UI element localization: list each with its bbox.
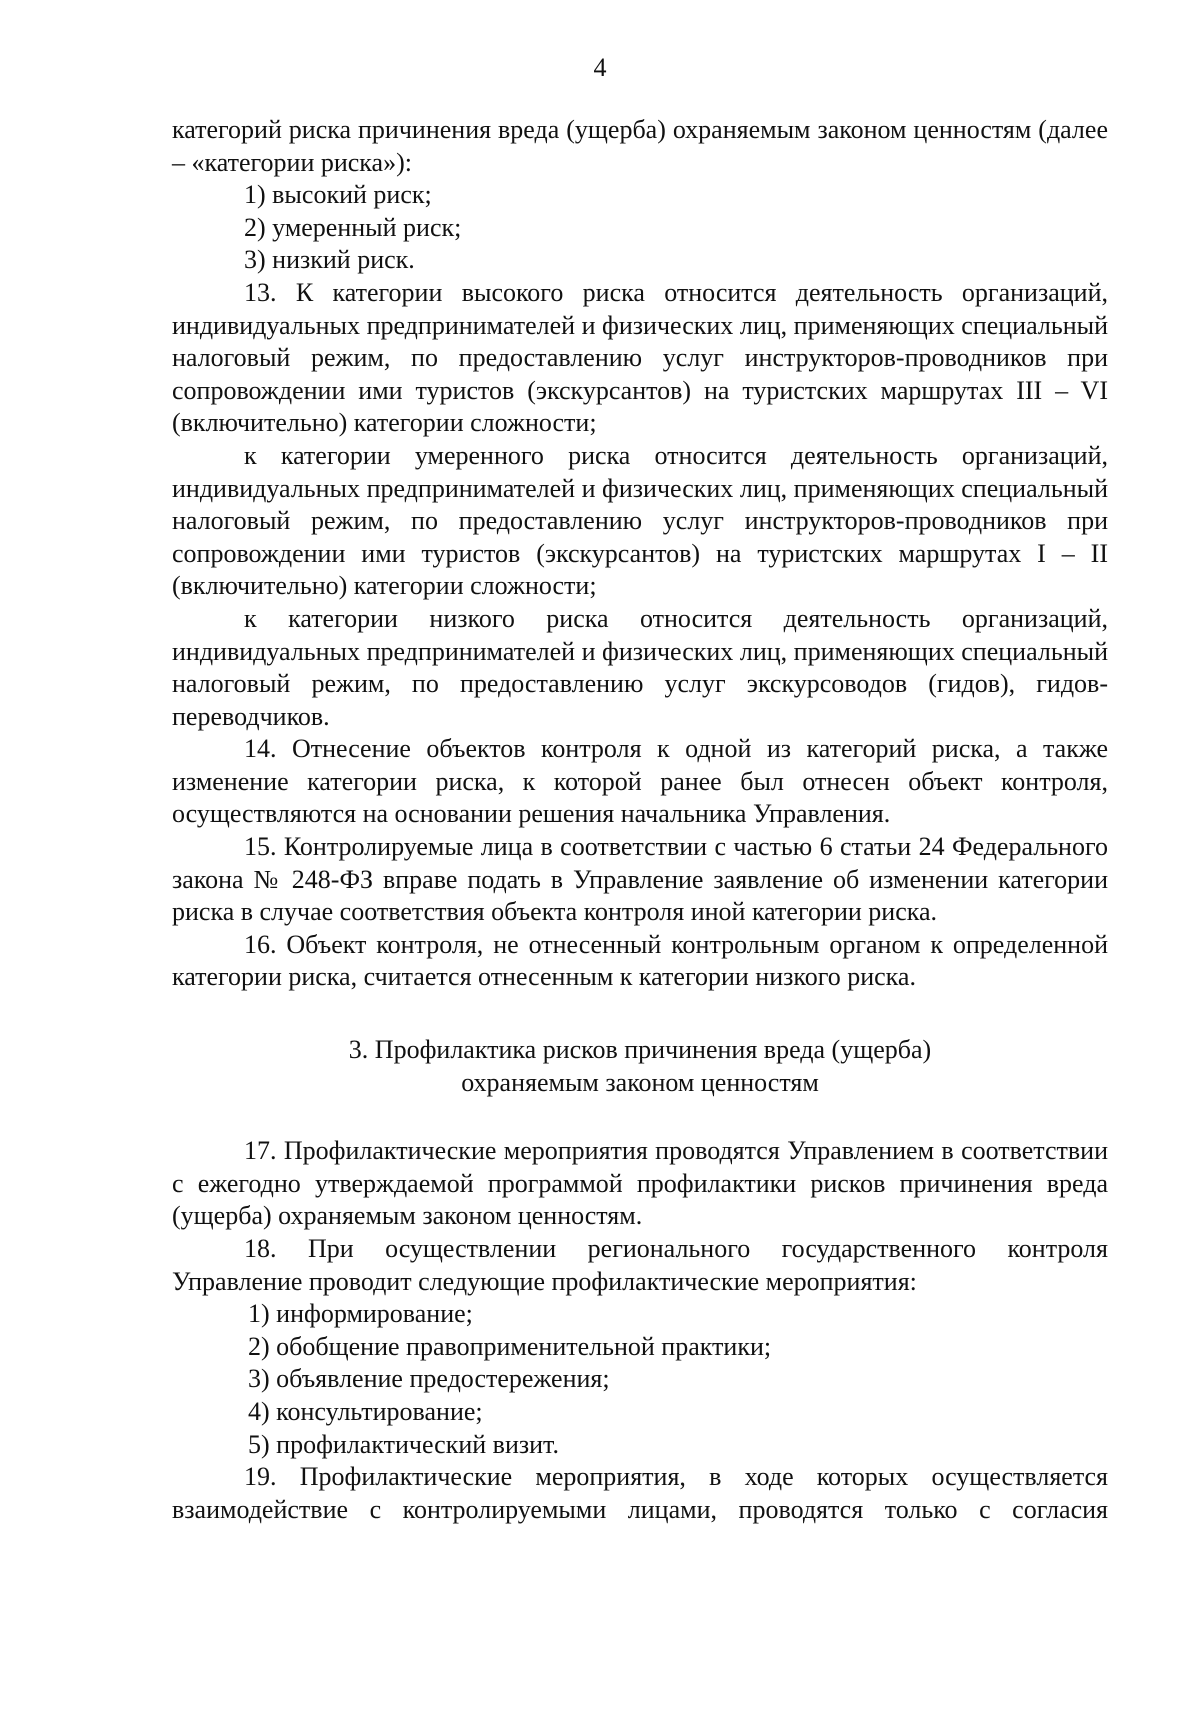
page-number: 4 (593, 53, 607, 82)
section-heading (172, 1034, 1108, 1099)
paragraph-17: 17. Профилактические мероприятия проводятся Управлением в соответствии с ежегодно утверждаемой программой профилактики рисков причинения вреда (ущерба) охраняемым законом ценностям. (172, 1136, 1108, 1231)
measure-item: 3) объявление предостережения; (248, 1364, 610, 1394)
paragraph-14: 14. Отнесение объектов контроля к одной из категорий риска, а также изменение категории риска, к которой ранее был отнесен объект контроля, осуществляются на основании решения начальника Управления. (172, 734, 1108, 829)
paragraph-16: 16. Объект контроля, не отнесенный контрольным органом к определенной категории риска, считается отнесенным к категории низкого риска. (172, 929, 1108, 992)
measure-item: 5) профилактический визит. (248, 1429, 559, 1459)
section-heading-line: охраняемым законом ценностям (461, 1067, 819, 1097)
paragraph-low-risk: к категории низкого риска относится деятельность организаций, индивидуальных предпринимателей и физических лиц, применяющих специальный налоговый режим, по предоставлению услуг экскурсоводов (гидов), гидов-переводчиков. (172, 603, 1108, 731)
paragraph-13: 13. К категории высокого риска относится деятельность организаций, индивидуальных предпринимателей и физических лиц, применяющих специальный налоговый режим, по предоставлению услуг инструкторов-проводников при сопровождении ими туристов (экскурсантов) на туристских маршрутах III – VI (включительно) категории сложности; (172, 277, 1108, 438)
measure-item: 2) обобщение правоприменительной практики; (248, 1331, 772, 1361)
measure-item: 1) информирование; (248, 1299, 473, 1329)
measure-item: 4) консультирование; (248, 1396, 483, 1426)
paragraph-18: 18. При осуществлении регионального государственного контроля Управление проводит следующие профилактические мероприятия: (172, 1234, 1108, 1296)
intro-paragraph: категорий риска причинения вреда (ущерба) охраняемым законом ценностям (далее – «категории риска»): (172, 115, 1108, 177)
section-heading-line: 3. Профилактика рисков причинения вреда (ущерба) (348, 1035, 932, 1065)
risk-category-item: 3) низкий риск. (244, 245, 415, 275)
paragraph-moderate-risk: к категории умеренного риска относится деятельность организаций, индивидуальных предпринимателей и физических лиц, применяющих специальный налоговый режим, по предоставлению услуг инструкторов-проводников при сопровождении ими туристов (экскурсантов) на туристских маршрутах I – II (включительно) категории сложности; (172, 440, 1108, 601)
risk-category-item: 1) высокий риск; (244, 180, 432, 210)
document-body (172, 114, 1108, 1526)
paragraph-19: 19. Профилактические мероприятия, в ходе которых осуществляется взаимодействие с контролируемыми лицами, проводятся только с согласия (172, 1462, 1108, 1524)
risk-category-item: 2) умеренный риск; (244, 212, 462, 242)
paragraph-15: 15. Контролируемые лица в соответствии с частью 6 статьи 24 Федерального закона № 248-ФЗ вправе подать в Управление заявление об изменении категории риска в случае соответствия объекта контроля иной категории риска. (172, 832, 1108, 927)
